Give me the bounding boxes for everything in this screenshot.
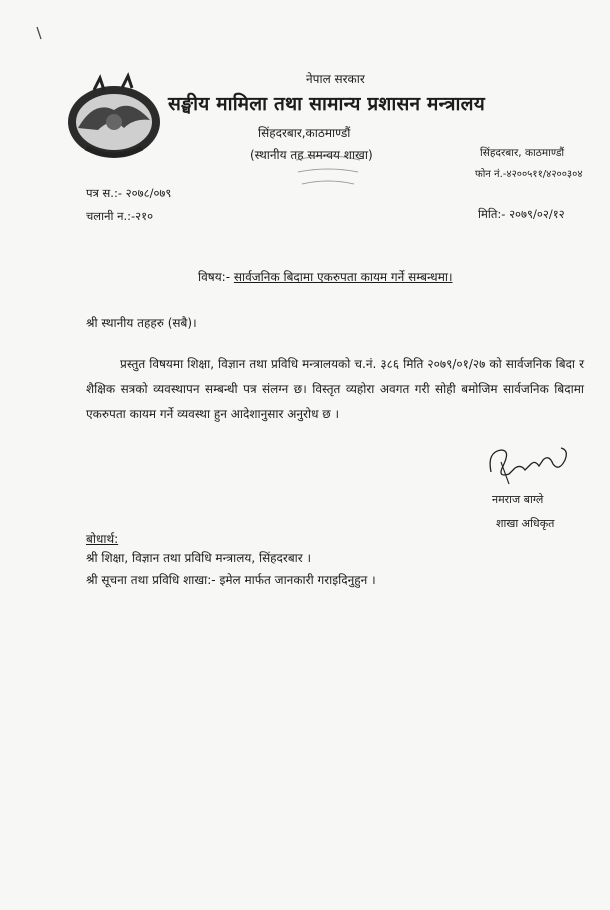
signatory-title: शाखा अधिकृत: [496, 517, 555, 530]
letter-body: प्रस्तुत विषयमा शिक्षा, विज्ञान तथा प्रविधि मन्त्रालयको च.नं. ३८६ मिति २०७९/०१/२७ को सार्वजनिक बिदा र शैक्षिक सत्रको व्यवस्थापन सम्बन्धी पत्र संलग्न छ। विस्तृत व्यहोरा अवगत गरी सोही बमोजिम सार्वजनिक बिदामा एकरुपता कायम गर्ने व्यवस्था हुन आदेशानुसार अनुरोध छ ।: [86, 357, 584, 421]
signature: [485, 438, 575, 488]
subject-text: सार्वजनिक बिदामा एकरुपता कायम गर्ने सम्बन्धमा।: [233, 270, 453, 284]
addressee: श्री स्थानीय तहहरु (सबै)।: [86, 316, 197, 330]
office-address: सिंहदरबार,काठमाण्डौं: [258, 126, 351, 140]
subject-line: [198, 268, 453, 285]
received-stamp: [292, 152, 364, 194]
ministry-title: सङ्घीय मामिला तथा सामान्य प्रशासन मन्त्रालय: [168, 93, 485, 115]
signatory-name: नमराज बाग्ले: [492, 493, 544, 506]
dispatch-number: चलानी न.:-२१०: [86, 209, 154, 223]
scan-mark: [36, 26, 42, 40]
cc-item: श्री सूचना तथा प्रविधि शाखा:- इमेल मार्फत जानकारी गराइदिनुहुन ।: [86, 573, 376, 587]
cc-item: श्री शिक्षा, विज्ञान तथा प्रविधि मन्त्रालय, सिंहदरबार ।: [86, 551, 312, 565]
nepal-emblem-icon: [64, 70, 164, 162]
cc-heading: बोधार्थ:: [86, 532, 119, 546]
branch-name: (स्थानीय तह समन्वय शाखा): [250, 148, 373, 162]
phone-number: फोन नं.-४२००५११/४२००३०४: [475, 169, 583, 180]
letter-date: मिति:- २०७९/०२/१२: [478, 207, 565, 221]
letter-number: पत्र स.:- २०७८/०७९: [86, 186, 172, 200]
subject-prefix: विषय:-: [198, 270, 234, 284]
right-address: सिंहदरबार, काठमाण्डौं: [480, 147, 565, 159]
government-name: नेपाल सरकार: [306, 72, 365, 86]
